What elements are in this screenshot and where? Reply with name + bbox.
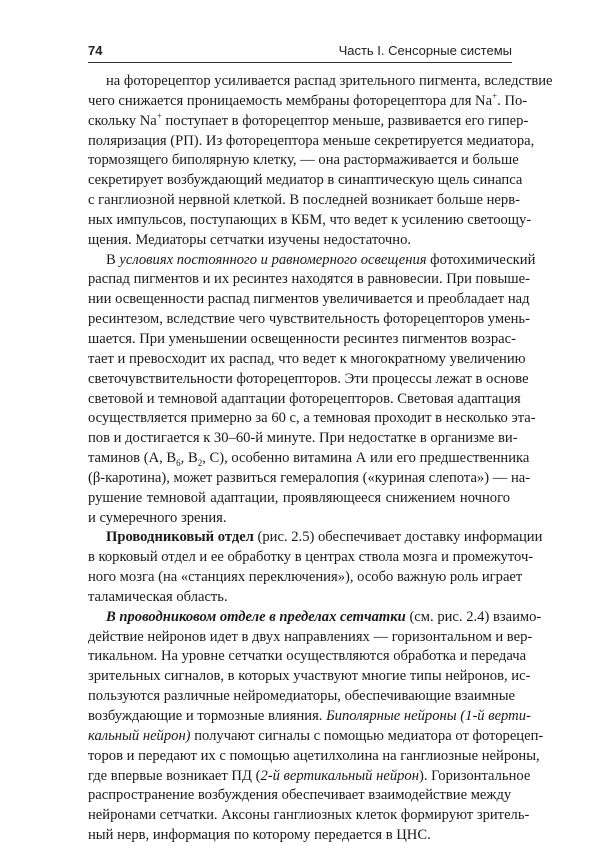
text-run: шается. При уменьшении освещенности ресинтез пигментов возрас- [88,330,516,347]
text-line [88,489,510,509]
text-line [88,509,510,529]
text-line [88,707,531,727]
text-line [88,667,531,687]
text-line [88,469,531,489]
text-line [88,429,518,449]
text-run: нии освещенности распад пигментов увеличивается и преобладает над [88,291,530,308]
text-run: (см. рис. 2.4) взаимо- [405,608,542,625]
header-rule [88,62,512,63]
text-run: тормозящего биполярную клетку, — она растормаживается и больше [88,152,519,169]
text-run: кальный нейрон) [88,727,191,744]
text-line [88,528,543,548]
text-run: пользуются различные нейромедиаторы, обеспечивающие взаимные [88,688,516,705]
paragraph [88,251,536,529]
text-line [88,350,526,370]
text-run: торов и передают их с помощью ацетилхолина на ганглиозные нейроны, [88,747,540,764]
text-run: осуществляется примерно за 60 с, а темновая проходит в несколько эта- [88,410,536,427]
text-run: ный нерв, информация по которому передается в ЦНС. [88,827,431,844]
text-run: нейронами сетчатки. Аксоны ганглиозных клеток формируют зритель- [88,807,530,824]
text-run: Биполярные нейроны (1-й верти- [326,708,531,724]
text-line [88,211,532,231]
text-line [88,270,530,290]
text-line [88,370,529,390]
text-run: где впервые возникает ПД ( [88,767,261,784]
page-number: 74 [88,43,103,58]
text-run: возбуждающие и тормозные влияния. [88,708,327,724]
text-line [88,767,531,787]
text-run: в корковый отдел и ее обработку в центрах ствола мозга и промежуточ- [88,549,534,566]
text-run: щения. Медиаторы сетчатки изучены недостаточно. [88,231,412,248]
text-run: тикальном. На уровне сетчатки осуществляются обработка и передача [88,648,527,665]
text-run: ресинтезом, вследствие чего чувствительность фоторецепторов умень- [88,311,530,328]
paragraph [88,608,544,846]
text-line [88,806,530,826]
text-line [88,588,510,608]
paragraph [88,528,543,607]
text-line [88,330,516,350]
text-run: светочувствительности фоторецепторов. Эти процессы лежат в основе [88,370,529,387]
text-line [88,290,530,310]
text-run: фотохимический [426,251,536,268]
text-run: зрительных сигналов, в которых участвуют многие типы нейронов, ис- [88,668,531,685]
text-run: ). Горизонтальное [418,767,531,784]
text-run: условиях постоянного и равномерного освещения [119,251,427,268]
text-run: таламическая область. [88,588,228,605]
text-run: (β-каротина), может развиться гемералопия («куриная слепота») — на- [88,469,531,486]
text-run: чего снижается проницаемость мембраны фоторецептора для Na [88,92,493,109]
text-run: световой и темновой адаптации фоторецепторов. Световая адаптация [88,390,521,407]
text-line [88,390,521,410]
text-line [88,151,519,171]
text-run: получают сигналы с помощью медиатора от фоторецеп- [190,727,544,744]
text-line [88,409,536,429]
text-run: ного мозга (на «станциях переключения»), особо важную роль играет [88,569,523,586]
text-run: распад пигментов и их ресинтез находятся в равновесии. При повыше- [88,271,530,288]
text-run: с ганглиозной нервной клеткой. В последней возникает больше нерв- [88,192,520,209]
text-line [88,171,523,191]
body-text [88,72,553,846]
text-run: . По- [497,92,528,109]
section-title: Часть I. Сенсорные системы [338,43,512,58]
text-run: скольку Na [88,112,157,129]
text-line [88,568,523,588]
text-line [88,826,510,846]
text-run: тает и превосходит их распад, что ведет к многократному увеличению [88,350,526,367]
text-run: действие нейронов идет в двух направлениях — горизонтальном и вер- [88,628,533,645]
text-run: распространение возбуждения обеспечивает взаимодействие между [88,787,512,804]
text-run: В проводниковом отделе в пределах сетчатки [106,608,406,625]
text-run: рушение темновой адаптации, проявляющееся снижением ночного [88,489,510,506]
text-run: пов и достигается к 30–60-й минуте. При недостатке в организме ви- [88,430,518,447]
text-run: и сумеречного зрения. [88,509,227,526]
text-line [88,647,527,667]
text-line [88,110,529,132]
text-line [88,628,533,648]
text-run: 6 [176,457,181,468]
text-run: ных импульсов, поступающих в КБМ, что ведет к усилению светоощу- [88,211,532,228]
text-line [88,231,510,251]
text-run: , С), особенно витамина А или его предшественника [202,450,530,467]
text-run: + [492,90,498,101]
text-run: , В [180,450,198,467]
text-line [88,191,520,211]
text-line [88,687,516,707]
text-line [88,132,535,152]
text-run: В [106,251,120,268]
text-line [88,310,530,330]
text-line [88,786,510,806]
text-line [88,747,540,767]
text-run: (рис. 2.5) обеспечивает доставку информации [253,529,543,546]
text-run: 2-й вертикальный нейрон [260,767,419,784]
text-line [88,251,536,271]
text-run: поляризация (РП). Из фоторецептора меньше секретируется медиатора, [88,132,535,149]
text-line [88,608,542,628]
text-line [88,90,528,112]
text-run: Проводниковый отдел [106,529,254,546]
text-run: + [156,110,162,121]
text-run: 2 [197,457,203,468]
text-run: секретирует возбуждающий медиатор в синаптическую щель синапса [88,172,523,189]
text-run: поступает в фоторецептор меньше, развивается его гипер- [161,112,529,129]
text-run: на фоторецептор усиливается распад зрительного пигмента, вследствие [106,73,553,89]
paragraph [88,72,553,251]
text-line [88,449,530,469]
text-line [88,72,553,92]
text-line [88,548,534,568]
text-line [88,727,544,747]
text-run: таминов (А, В [88,450,177,467]
running-header [88,40,512,58]
